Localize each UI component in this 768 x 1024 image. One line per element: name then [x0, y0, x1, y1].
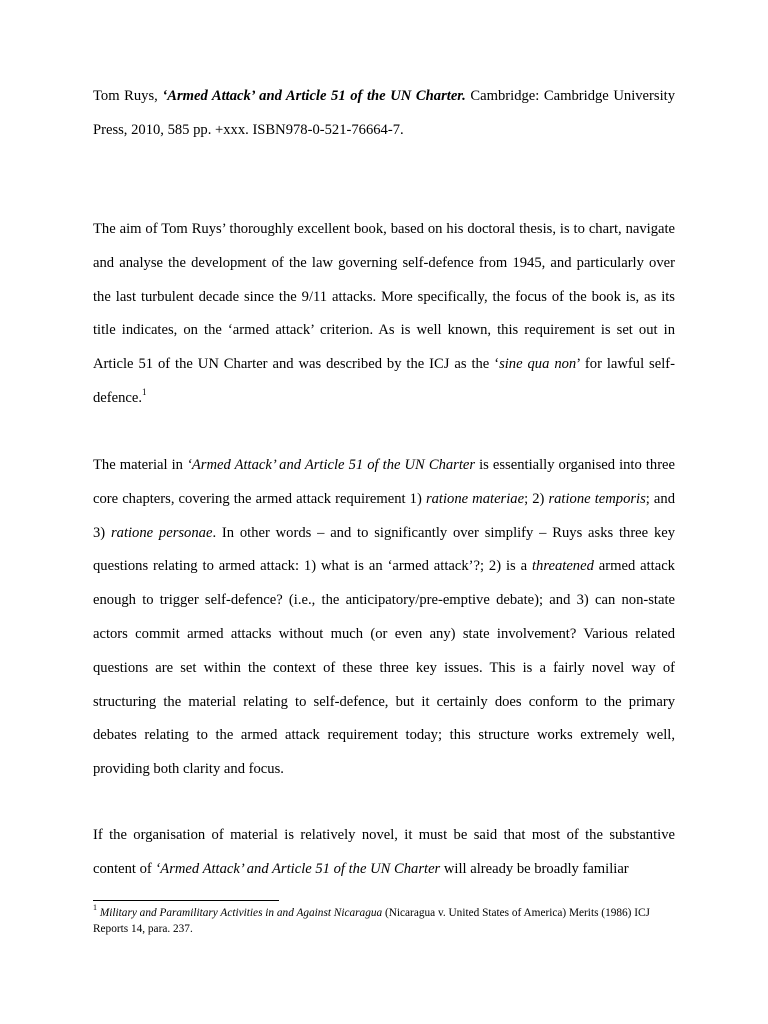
paragraph-1-text: The aim of Tom Ruys’ thoroughly excellent book, based on his doctoral thesis, is to chart, navigate and analyse the development of the law governing self-defence from 1945, and particularly over the last turbulent decade since the 9/11 attacks. More specifically, the focus of the book is, as its title indicates, on the ‘armed attack’ criterion. As is well known, this requirement is set out in Article 51 of the UN Charter and was described by the ICJ as the ‘ — [93, 221, 675, 373]
paragraph-3 — [93, 819, 675, 887]
paragraph-2-ratione-personae: ratione personae — [110, 524, 213, 541]
footnote-divider — [93, 900, 279, 901]
paragraph-2-text-b: is essentially organised into three core chapters, covering the armed attack requirement 1) — [93, 457, 676, 507]
paragraph-2-text-d: ; and 3) — [93, 490, 675, 541]
footnote-number: 1 — [93, 903, 97, 913]
citation-title-end: . — [462, 88, 466, 104]
paragraph-2-threatened: threatened — [532, 558, 594, 575]
citation-title: ‘Armed Attack’ and Article 51 of the UN Charter — [162, 88, 463, 104]
footnote — [93, 903, 675, 937]
paragraph-2-ratione-materiae: ratione materiae — [425, 490, 525, 507]
footnote-text: (Nicaragua v. United States of America) Merits (1986) ICJ Reports 14, para. 237. — [93, 907, 650, 935]
footnote-reference[interactable]: 1 — [142, 387, 147, 398]
paragraph-1 — [93, 213, 675, 416]
paragraph-2-text-a: The material in — [93, 457, 188, 473]
paragraph-2-ratione-temporis: ratione temporis — [548, 490, 646, 507]
paragraph-2-text-f: armed attack enough to trigger self-defence? (i.e., the anticipatory/pre-emptive debate); and 3) can non-state actors commit armed attacks without much (or even any) state involvement? Various related questions are set within the context of these three key issues. This is a fairly novel way of structuring the material relating to self-defence, but it certainly does conform to the primary debates relating to the armed attack requirement today; this structure works extremely well, providing both clarity and focus. — [93, 558, 675, 778]
paragraph-3-text-a: If the organisation of material is relatively novel, it must be said that most of the substantive content of — [93, 827, 675, 877]
citation-author: Tom Ruys, — [93, 88, 163, 104]
citation-publication: Cambridge: Cambridge University Press, 2010, 585 pp. +xxx. ISBN978-0-521-76664-7. — [93, 88, 675, 138]
paragraph-2-book-title: ‘Armed Attack’ and Article 51 of the UN Charter — [187, 457, 476, 473]
paragraph-3-book-title: ‘Armed Attack’ and Article 51 of the UN Charter — [155, 860, 441, 877]
book-citation — [93, 80, 675, 148]
paragraph-2-text-e: . In other words – and to significantly over simplify – Ruys asks three key questions relating to armed attack: 1) what is an ‘armed attack’?; 2) is a — [93, 524, 676, 575]
paragraph-2-text-c: ; 2) — [524, 490, 549, 507]
paragraph-1-text-end: ’ for lawful self-defence. — [93, 356, 675, 406]
footnote-case-name: Military and Paramilitary Activities in and Against Nicaragua — [99, 907, 383, 919]
paragraph-1-italic: sine qua non — [499, 356, 577, 373]
paragraph-2 — [93, 449, 675, 787]
paragraph-3-text-b: will already be broadly familiar — [440, 860, 629, 877]
